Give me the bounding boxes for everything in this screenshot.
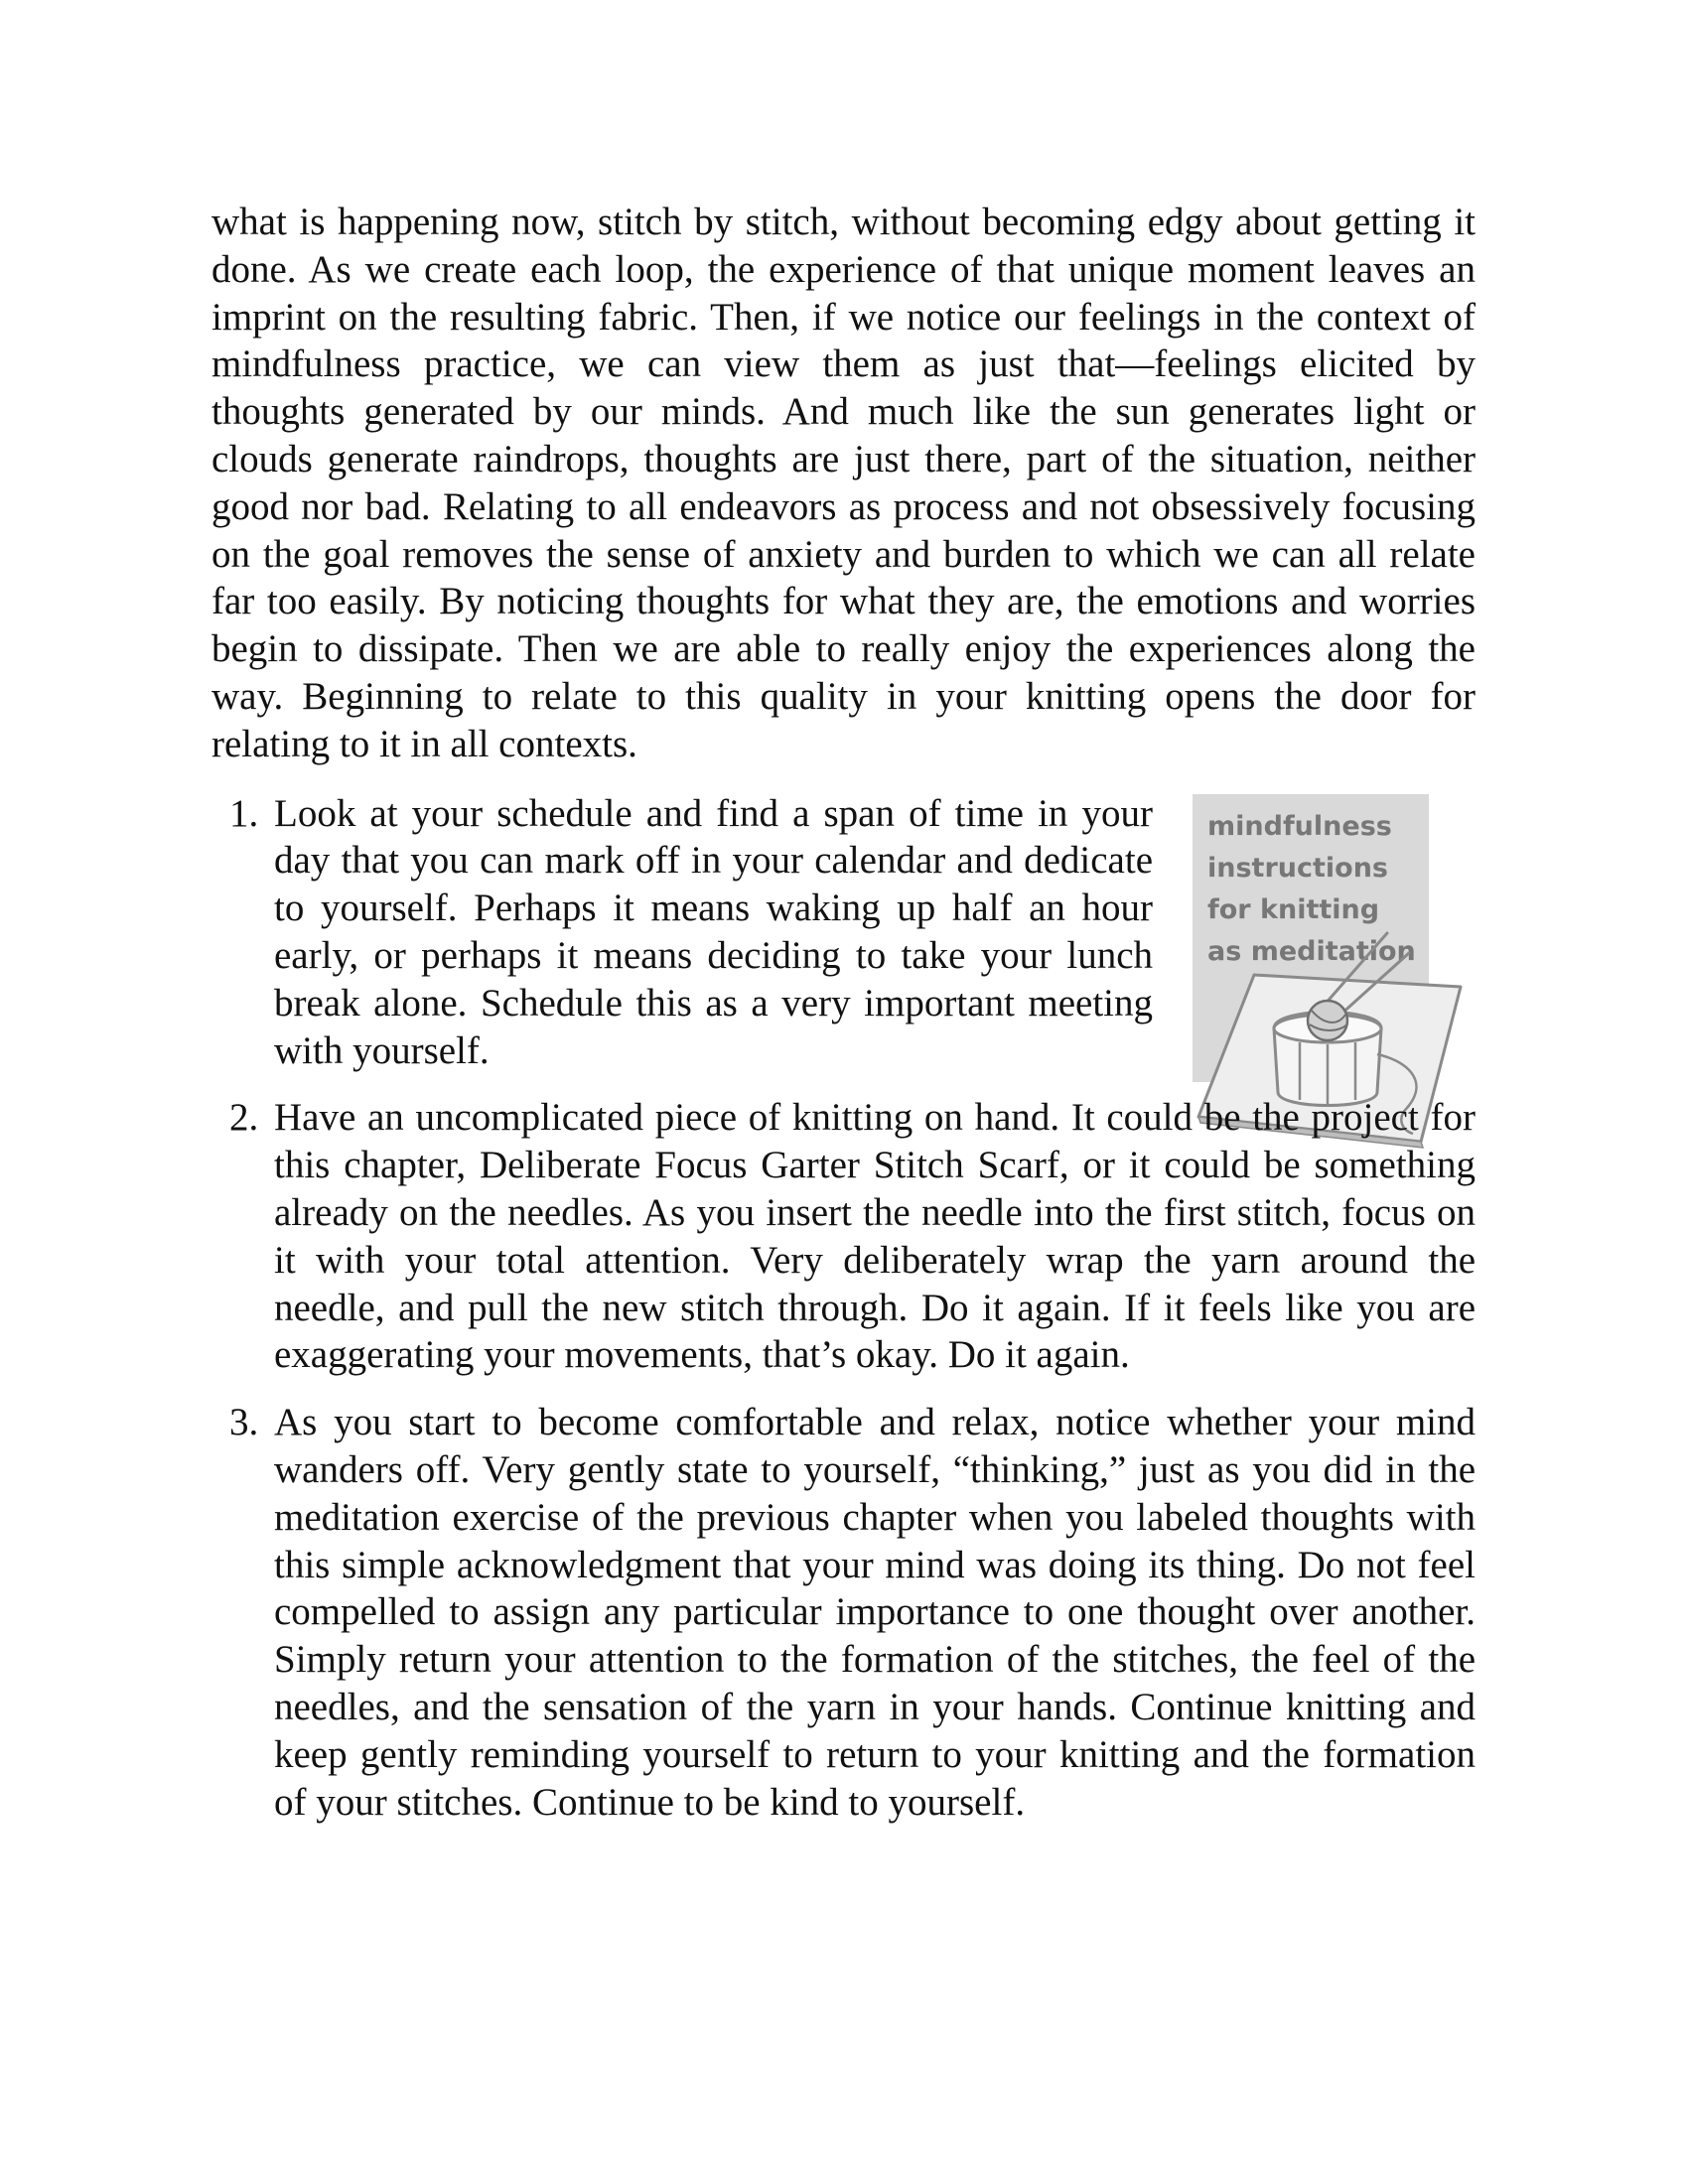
step-text: Look at your schedule and find a span of time in your day that you can mark off in your calendar and dedicate to yourself. Perhaps it means waking up half an hour early, or perhaps it means deciding to take your lunch break alone. Schedule this as a very important meeting with yourself.	[274, 791, 1153, 1072]
list-item-step-2	[211, 1094, 1476, 1379]
step-text: Have an uncomplicated piece of knitting on hand. It could be the project for this chapter, Deliberate Focus Garter Stitch Scarf, or it could be something already on the needles. As you insert the needle into the first stitch, focus on it with your total attention. Very deliberately wrap the yarn around the needle, and pull the new stitch through. Do it again. If it feels like you are exaggerating your movements, that’s okay. Do it again.	[274, 1096, 1476, 1377]
page-body	[211, 199, 1476, 1845]
step-number: 2.	[229, 1096, 259, 1140]
intro-paragraph: what is happening now, stitch by stitch, without becoming edgy about getting it done. As we create each loop, the experience of that unique moment leaves an imprint on the resulting fabric. Then, if we notice our feelings in the context of mindfulness practice, we can view them as just that—feelings elicited by thoughts generated by our minds. And much like the sun generates light or clouds generate raindrops, thoughts are just there, part of the situation, neither good nor bad. Relating to all endeavors as process and not obsessively focusing on the goal removes the sense of anxiety and burden to which we can all relate far too easily. By noticing thoughts for what they are, the emotions and worries begin to dissipate. Then we are able to really enjoy the experiences along the way. Beginning to relate to this quality in your knitting opens the door for relating to it in all contexts.	[211, 201, 1476, 765]
list-item-step-3	[211, 1399, 1476, 1826]
list-item-step-1	[211, 790, 1476, 1075]
sidebar-line: as meditation	[1207, 935, 1416, 967]
step-number: 3.	[229, 1401, 259, 1444]
step-text: As you start to become comfortable and relax, notice whether your mind wanders off. Very gently state to yourself, “thinking,” just as you did in the meditation exercise of the previous chapter when you labeled thoughts with this simple acknowledgment that your mind was doing its thing. Do not feel compelled to assign any particular importance to one thought over another. Simply return your attention to the formation of the stitches, the feel of the needles, and the sensation of the yarn in your hands. Continue knitting and keep gently reminding yourself to return to your knitting and the formation of your stitches. Continue to be kind to yourself.	[274, 1401, 1476, 1824]
sidebar-line: mindfulness	[1207, 810, 1392, 842]
sidebar-line: instructions	[1207, 852, 1388, 884]
sidebar-line: for knitting	[1207, 893, 1380, 925]
knitting-yarn-needles-icon	[1193, 794, 1429, 1082]
instruction-list	[211, 790, 1476, 1827]
step-number: 1.	[229, 791, 259, 835]
sidebar-mindfulness-instructions	[1193, 794, 1429, 1082]
